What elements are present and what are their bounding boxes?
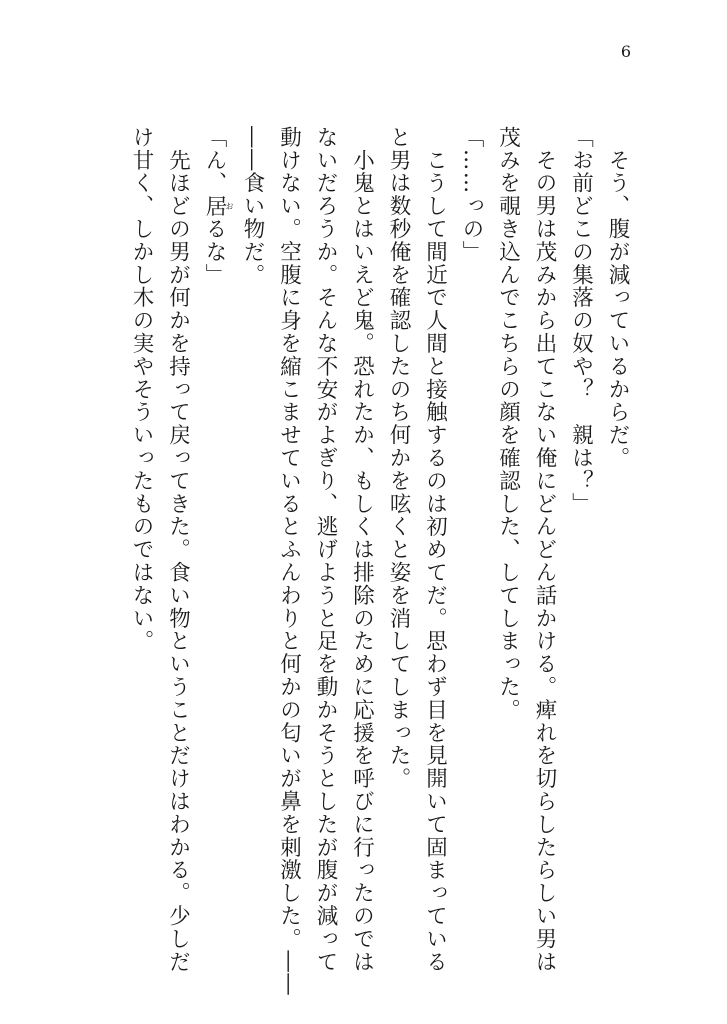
text-line: け甘く、しかし木の実やそういったものではない。 bbox=[129, 126, 154, 653]
text-line: 先ほどの男が何かを持って戻ってきた。食い物ということだけはわかる。少しだ bbox=[165, 126, 191, 974]
text-line: 「……っの」 bbox=[459, 126, 484, 264]
text-line: 動けない。空腹に身を縮こませているとふんわりと何かの匂いが鼻を刺激した。―― bbox=[276, 126, 302, 997]
text-line: ないだろうか。そんな不安がよぎり、逃げようと足を動かそうとしたが腹が減って bbox=[313, 126, 338, 974]
ruby-base: 居 bbox=[202, 194, 227, 218]
text-line: ――食い物だ。 bbox=[240, 126, 265, 287]
text-line: と男は数秒俺を確認したのち何かを呟くと姿を消してしまった。 bbox=[386, 126, 411, 791]
text-line: こうして間近で人間と接触するのは初めてだ。思わず目を見開いて固まっている bbox=[422, 126, 448, 974]
ruby-line-before: 「ん、 bbox=[202, 126, 227, 195]
body-text bbox=[123, 126, 636, 997]
text-line: そう、腹が減っているからだ。 bbox=[605, 126, 630, 470]
ruby-annotation bbox=[202, 194, 234, 218]
ruby-line-after: るな」 bbox=[202, 217, 227, 287]
ruby-reading: お bbox=[225, 194, 234, 218]
text-line-with-ruby bbox=[196, 126, 234, 946]
text-line: その男は茂みから出てこない俺にどんどん話かける。痺れを切らしたらしい男は bbox=[532, 126, 557, 974]
text-line: 茂みを覗き込んでこちらの顔を確認した、してしまった。 bbox=[495, 126, 521, 722]
text-line: 「お前どこの集落の奴や？ 親は？」 bbox=[568, 126, 594, 516]
page-number: 6 bbox=[620, 42, 631, 61]
text-line: 小鬼とはいえど鬼。恐れたか、もしくは排除のために応援を呼びに行ったのでは bbox=[349, 126, 375, 974]
